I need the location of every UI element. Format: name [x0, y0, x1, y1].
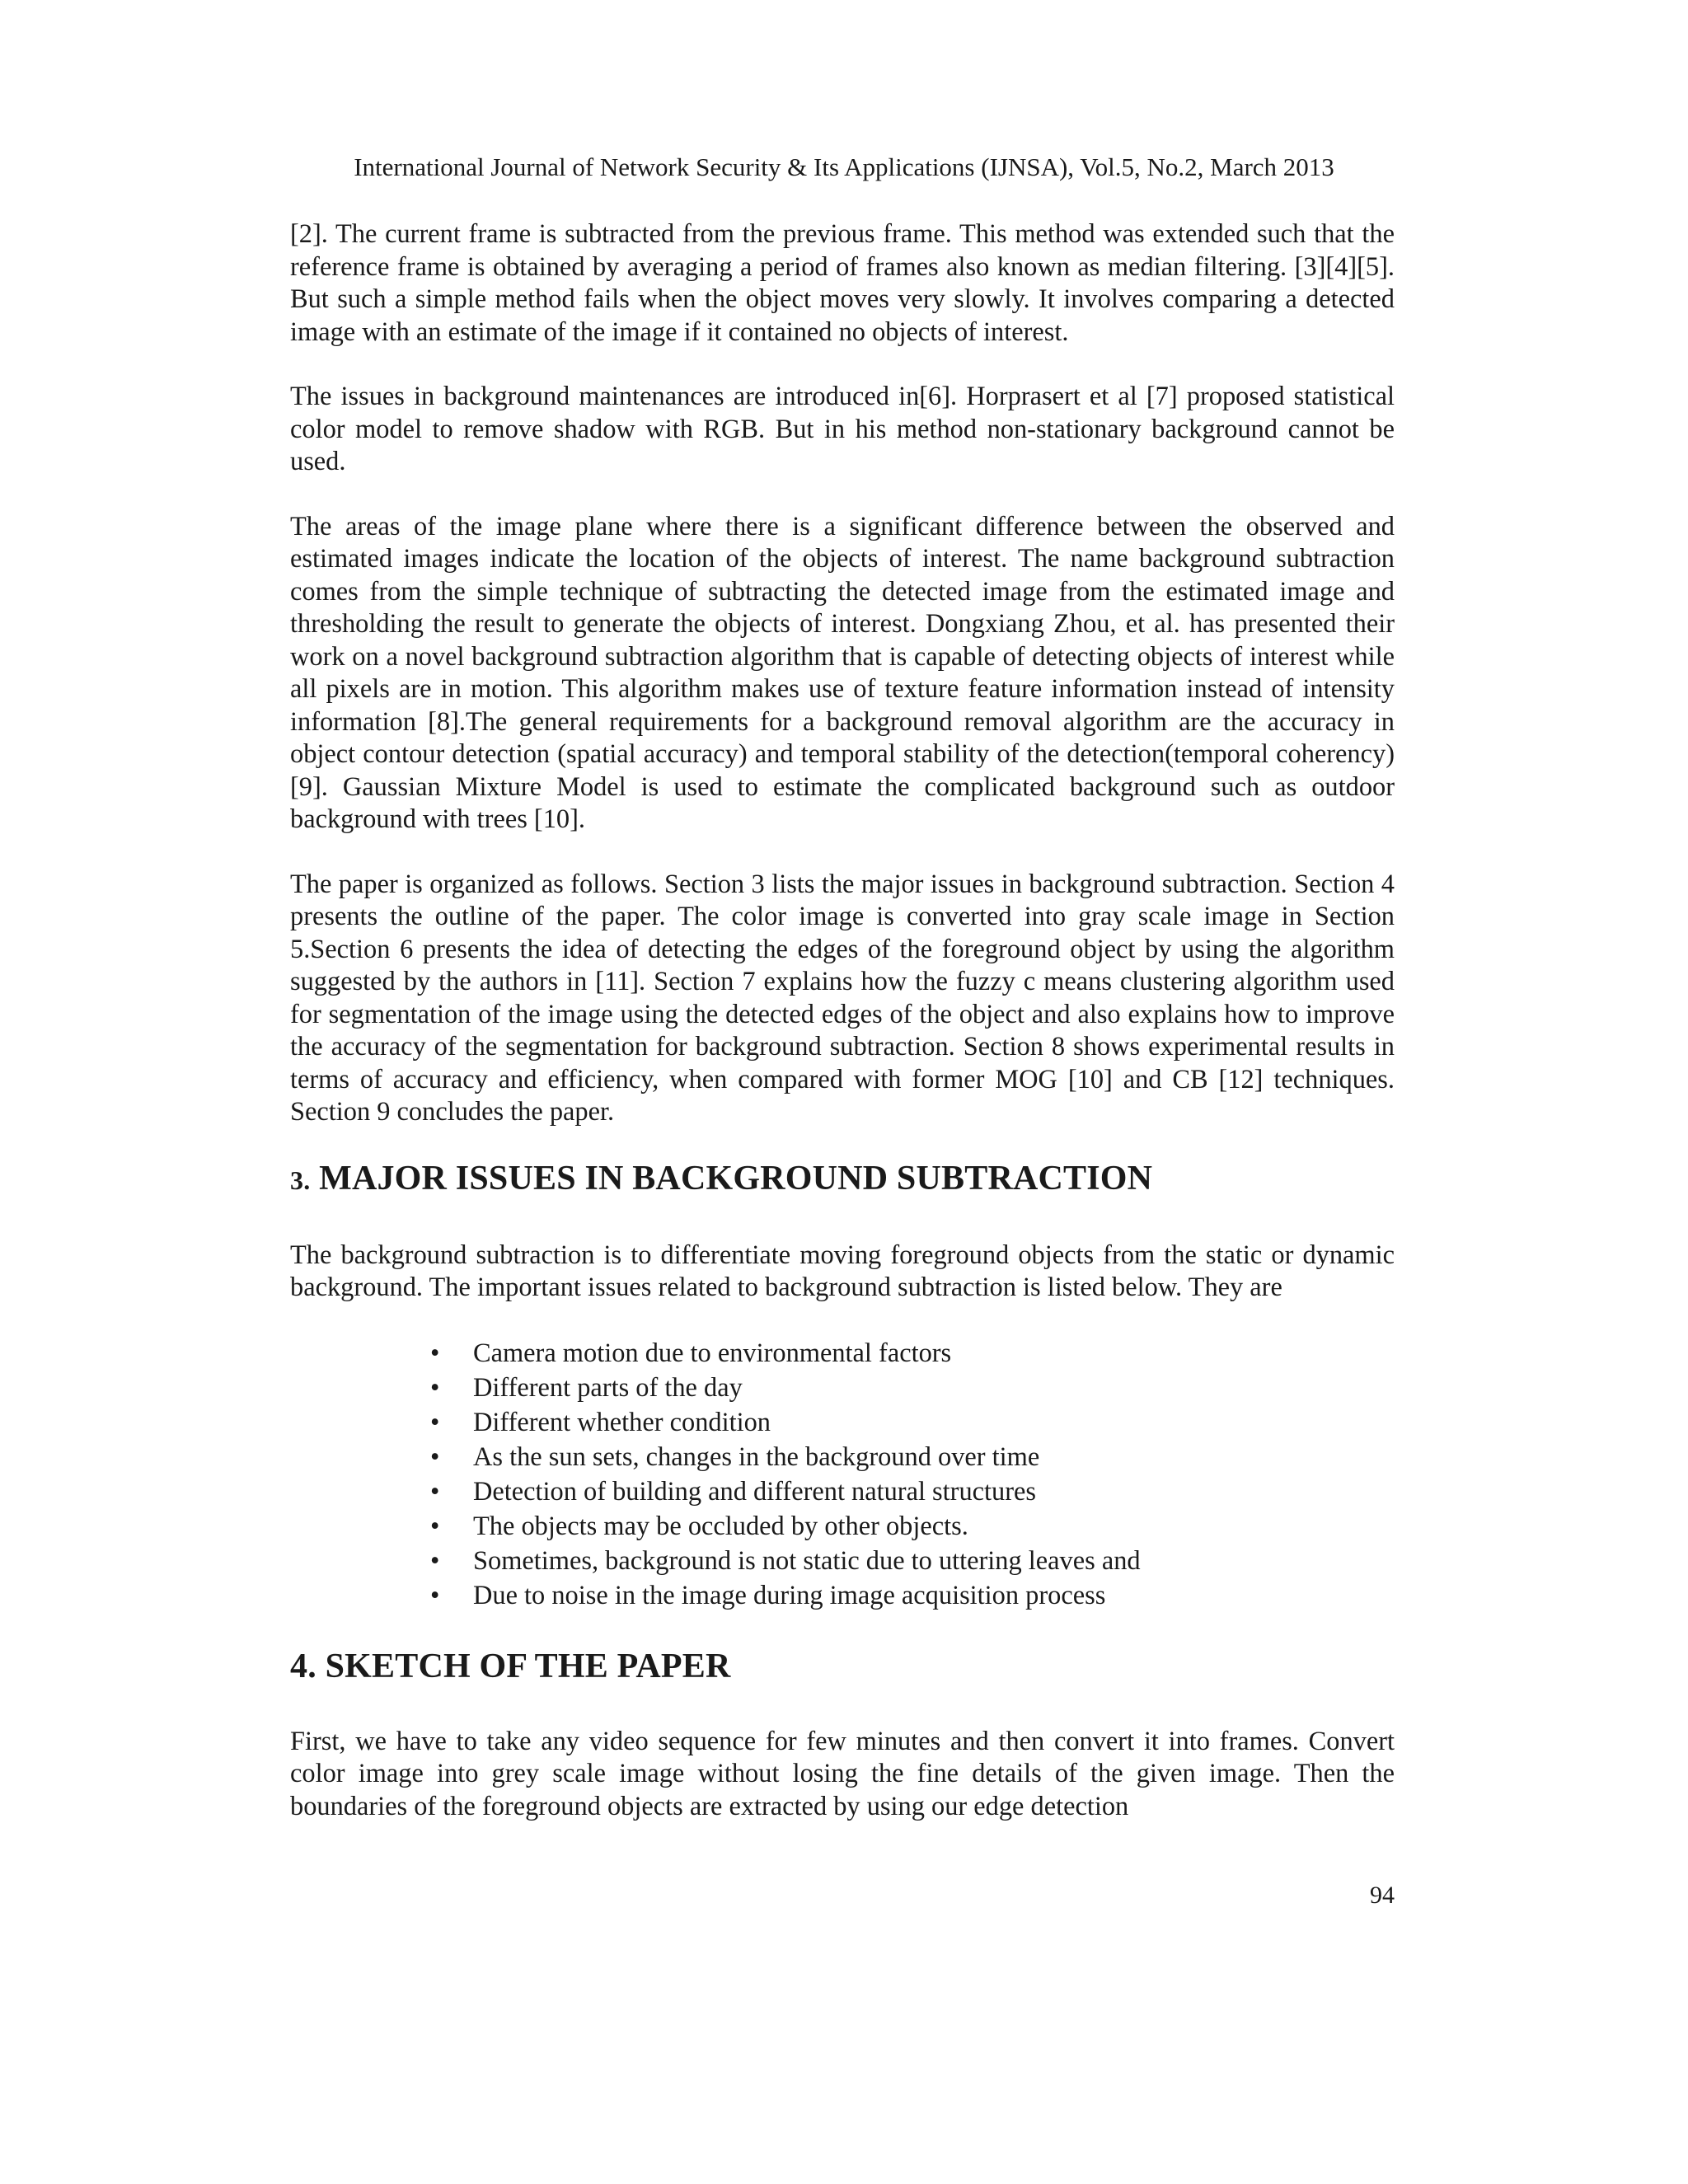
bullet-icon: • [430, 1545, 440, 1576]
list-item: • Different parts of the day [430, 1371, 1395, 1405]
list-item: • The objects may be occluded by other objects. [430, 1509, 1395, 1544]
section-3-number: 3. [290, 1165, 311, 1195]
list-item: • Different whether condition [430, 1405, 1395, 1440]
bullet-icon: • [430, 1441, 440, 1472]
list-item: • Detection of building and different natural structures [430, 1474, 1395, 1509]
list-item: • Camera motion due to environmental factors [430, 1336, 1395, 1371]
article-body [290, 218, 1395, 1855]
list-item: • Due to noise in the image during image acquisition process [430, 1578, 1395, 1613]
paragraph-paper-organization: The paper is organized as follows. Section 3 lists the major issues in background subtraction. Section 4 presents the outline of the paper. The color image is converted into gray scale image in Section 5.Section 6 presents the idea of detecting the edges of the foreground object by using the algorithm suggested by the authors in [11]. Section 7 explains how the fuzzy c means clustering algorithm used for segmentation of the image using the detected edges of the object and also explains how to improve the accuracy of the segmentation for background subtraction. Section 8 shows experimental results in terms of accuracy and efficiency, when compared with former MOG [10] and CB [12] techniques. Section 9 concludes the paper. [290, 869, 1395, 1127]
issues-bullet-list [290, 1336, 1395, 1613]
section-4-heading: 4. SKETCH OF THE PAPER [290, 1647, 731, 1685]
bullet-icon: • [430, 1580, 440, 1610]
section-3-heading [290, 1159, 1395, 1200]
bullet-icon: • [430, 1338, 440, 1368]
bullet-icon: • [430, 1372, 440, 1403]
section-3-title: MAJOR ISSUES IN BACKGROUND SUBTRACTION [319, 1159, 1153, 1197]
paragraph-intro-continuation: [2]. The current frame is subtracted from the previous frame. This method was extended such that the reference frame is obtained by averaging a period of frames also known as median filtering. [3][4][5]. But such a simple method fails when the object moves very slowly. It involves comparing a detected image with an estimate of the image if it contained no objects of interest. [290, 219, 1395, 347]
section-3-intro: The background subtraction is to differentiate moving foreground objects from the static or dynamic background. The important issues related to background subtraction is listed below. They are [290, 1240, 1395, 1302]
bullet-icon: • [430, 1476, 440, 1507]
paragraph-image-plane: The areas of the image plane where there is a significant difference between the observed and estimated images indicate the location of the objects of interest. The name background subtraction comes from the simple technique of subtracting the detected image from the estimated image and thresholding the result to generate the objects of interest. Dongxiang Zhou, et al. has presented their work on a novel background subtraction algorithm that is capable of detecting objects of interest while all pixels are in motion. This algorithm makes use of texture feature information instead of intensity information [8].The general requirements for a background removal algorithm are the accuracy in object contour detection (spatial accuracy) and temporal stability of the detection(temporal coherency)[9]. Gaussian Mixture Model is used to estimate the complicated background such as outdoor background with trees [10]. [290, 511, 1395, 834]
bullet-icon: • [430, 1511, 440, 1541]
paragraph-background-maintenance: The issues in background maintenances are introduced in[6]. Horprasert et al [7] proposed statistical color model to remove shadow with RGB. But in his method non-stationary background cannot be used. [290, 382, 1395, 476]
section-4-text: First, we have to take any video sequence for few minutes and then convert it into frames. Convert color image into grey scale image without losing the fine details of the given image. Then the boundaries of the foreground objects are extracted by using our edge detection [290, 1726, 1395, 1821]
bullet-icon: • [430, 1407, 440, 1437]
list-item: • As the sun sets, changes in the background over time [430, 1440, 1395, 1474]
running-header: International Journal of Network Security & Its Applications (IJNSA), Vol.5, No.2, March 2013 [354, 152, 1334, 181]
list-item: • Sometimes, background is not static due to uttering leaves and [430, 1544, 1395, 1578]
page-number: 94 [1370, 1882, 1395, 1909]
